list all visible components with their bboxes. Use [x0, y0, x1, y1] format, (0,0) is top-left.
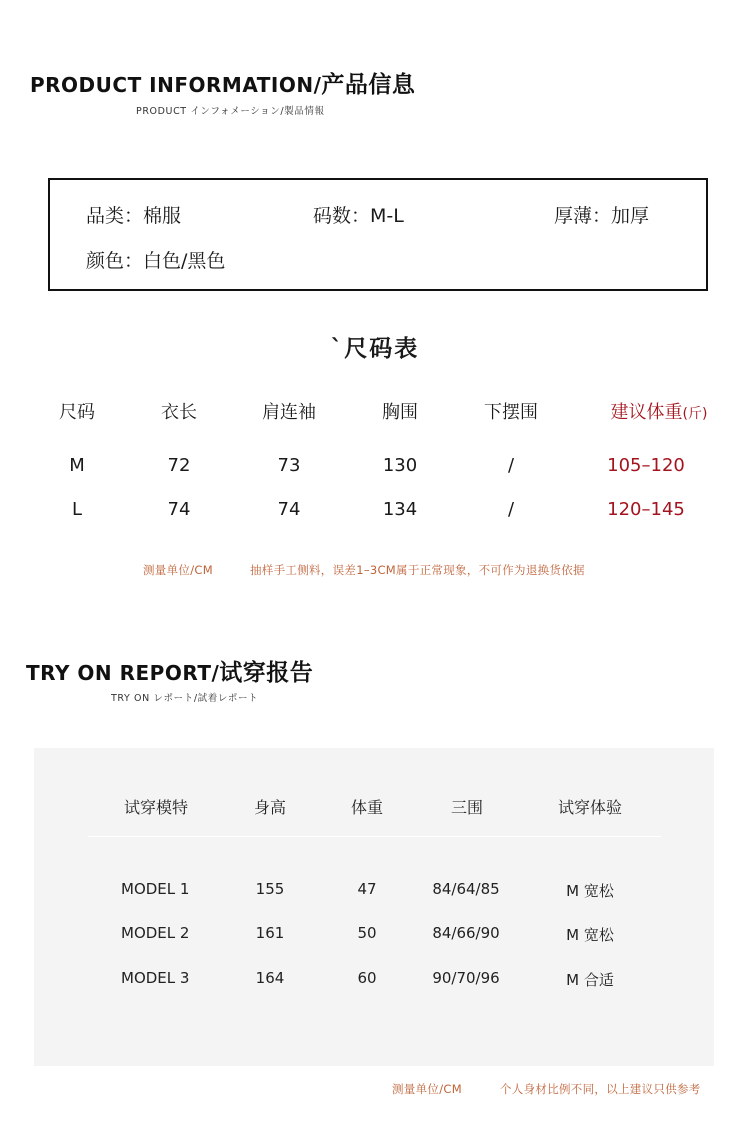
size-row-l-hem: / — [507, 499, 515, 520]
info-thickness-label: 厚薄： — [554, 205, 612, 227]
try-on-title — [26, 654, 313, 687]
info-color-value: 白色/黑色 — [143, 250, 226, 272]
info-size-value: M-L — [370, 205, 404, 227]
try-row-2-model: MODEL 2 — [121, 924, 190, 942]
info-color-label: 颜色： — [86, 250, 144, 272]
try-note-text: 个人身材比例不同，以上建议只供参考 — [500, 1082, 701, 1096]
try-on-divider — [88, 836, 661, 837]
try-header-experience: 试穿体验 — [557, 798, 623, 817]
size-row-l-sleeve: 74 — [277, 499, 301, 520]
info-thickness — [554, 201, 649, 228]
product-info-title-cn: 产品信息 — [321, 72, 416, 98]
size-row-l-length: 74 — [167, 499, 191, 520]
size-row-m-hem: / — [507, 455, 515, 476]
size-row-m-size: M — [69, 455, 85, 476]
try-row-3-model: MODEL 3 — [121, 969, 190, 987]
size-row-m-sleeve: 73 — [277, 455, 301, 476]
product-info-box — [48, 178, 708, 291]
size-row-m-weight: 105–120 — [607, 455, 685, 476]
try-row-3-weight: 60 — [357, 969, 377, 987]
try-row-3-experience: M 合适 — [566, 971, 614, 989]
try-row-1-height: 155 — [255, 880, 285, 898]
try-row-2-experience: M 宽松 — [566, 926, 614, 944]
product-info-subtitle: PRODUCT インフォメーション/製品情報 — [136, 106, 325, 117]
try-header-weight: 体重 — [350, 798, 384, 817]
size-note-unit: 测量单位/CM — [143, 563, 213, 577]
size-row-l-chest: 134 — [382, 499, 418, 520]
size-header-sleeve: 肩连袖 — [262, 402, 316, 423]
size-header-weight — [611, 398, 708, 424]
product-info-title — [30, 66, 415, 99]
try-row-2-weight: 50 — [357, 924, 377, 942]
product-info-title-en: PRODUCT INFORMATION/ — [30, 73, 322, 97]
info-category-label: 品类： — [86, 205, 144, 227]
try-row-1-measurements: 84/64/85 — [432, 880, 500, 898]
size-note-text: 抽样手工侧料，误差1–3CM属于正常现象，不可作为退换货依据 — [250, 563, 585, 577]
size-header-size: 尺码 — [59, 402, 95, 423]
size-row-m-chest: 130 — [382, 455, 418, 476]
try-on-title-en: TRY ON REPORT/ — [26, 661, 220, 685]
size-row-l-size: L — [71, 499, 83, 520]
try-header-measurements: 三围 — [450, 798, 484, 817]
try-row-1-model: MODEL 1 — [121, 880, 190, 898]
try-row-1-experience: M 宽松 — [566, 882, 614, 900]
size-chart-title: `尺码表 — [330, 336, 420, 362]
try-on-title-cn: 试穿报告 — [219, 660, 314, 686]
size-header-weight-label: 建议体重 — [610, 402, 683, 423]
try-row-2-height: 161 — [255, 924, 285, 942]
info-category-value: 棉服 — [143, 205, 182, 227]
try-row-1-weight: 47 — [357, 880, 377, 898]
try-row-2-measurements: 84/66/90 — [432, 924, 500, 942]
info-category — [86, 201, 181, 228]
try-row-3-measurements: 90/70/96 — [432, 969, 500, 987]
try-note-unit: 测量单位/CM — [392, 1082, 462, 1096]
try-header-height: 身高 — [253, 798, 287, 817]
size-row-m-length: 72 — [167, 455, 191, 476]
size-header-length: 衣长 — [161, 402, 197, 423]
info-color — [86, 246, 225, 273]
size-header-weight-unit: (斤) — [682, 406, 708, 422]
info-size — [313, 201, 404, 228]
info-size-label: 码数： — [313, 205, 371, 227]
try-header-model: 试穿模特 — [123, 798, 189, 817]
info-thickness-value: 加厚 — [611, 205, 650, 227]
try-row-3-height: 164 — [255, 969, 285, 987]
size-row-l-weight: 120–145 — [607, 499, 685, 520]
try-on-subtitle: TRY ON レポート/試着レポート — [111, 693, 259, 704]
size-header-hem: 下摆围 — [484, 402, 538, 423]
size-header-chest: 胸围 — [382, 402, 418, 423]
